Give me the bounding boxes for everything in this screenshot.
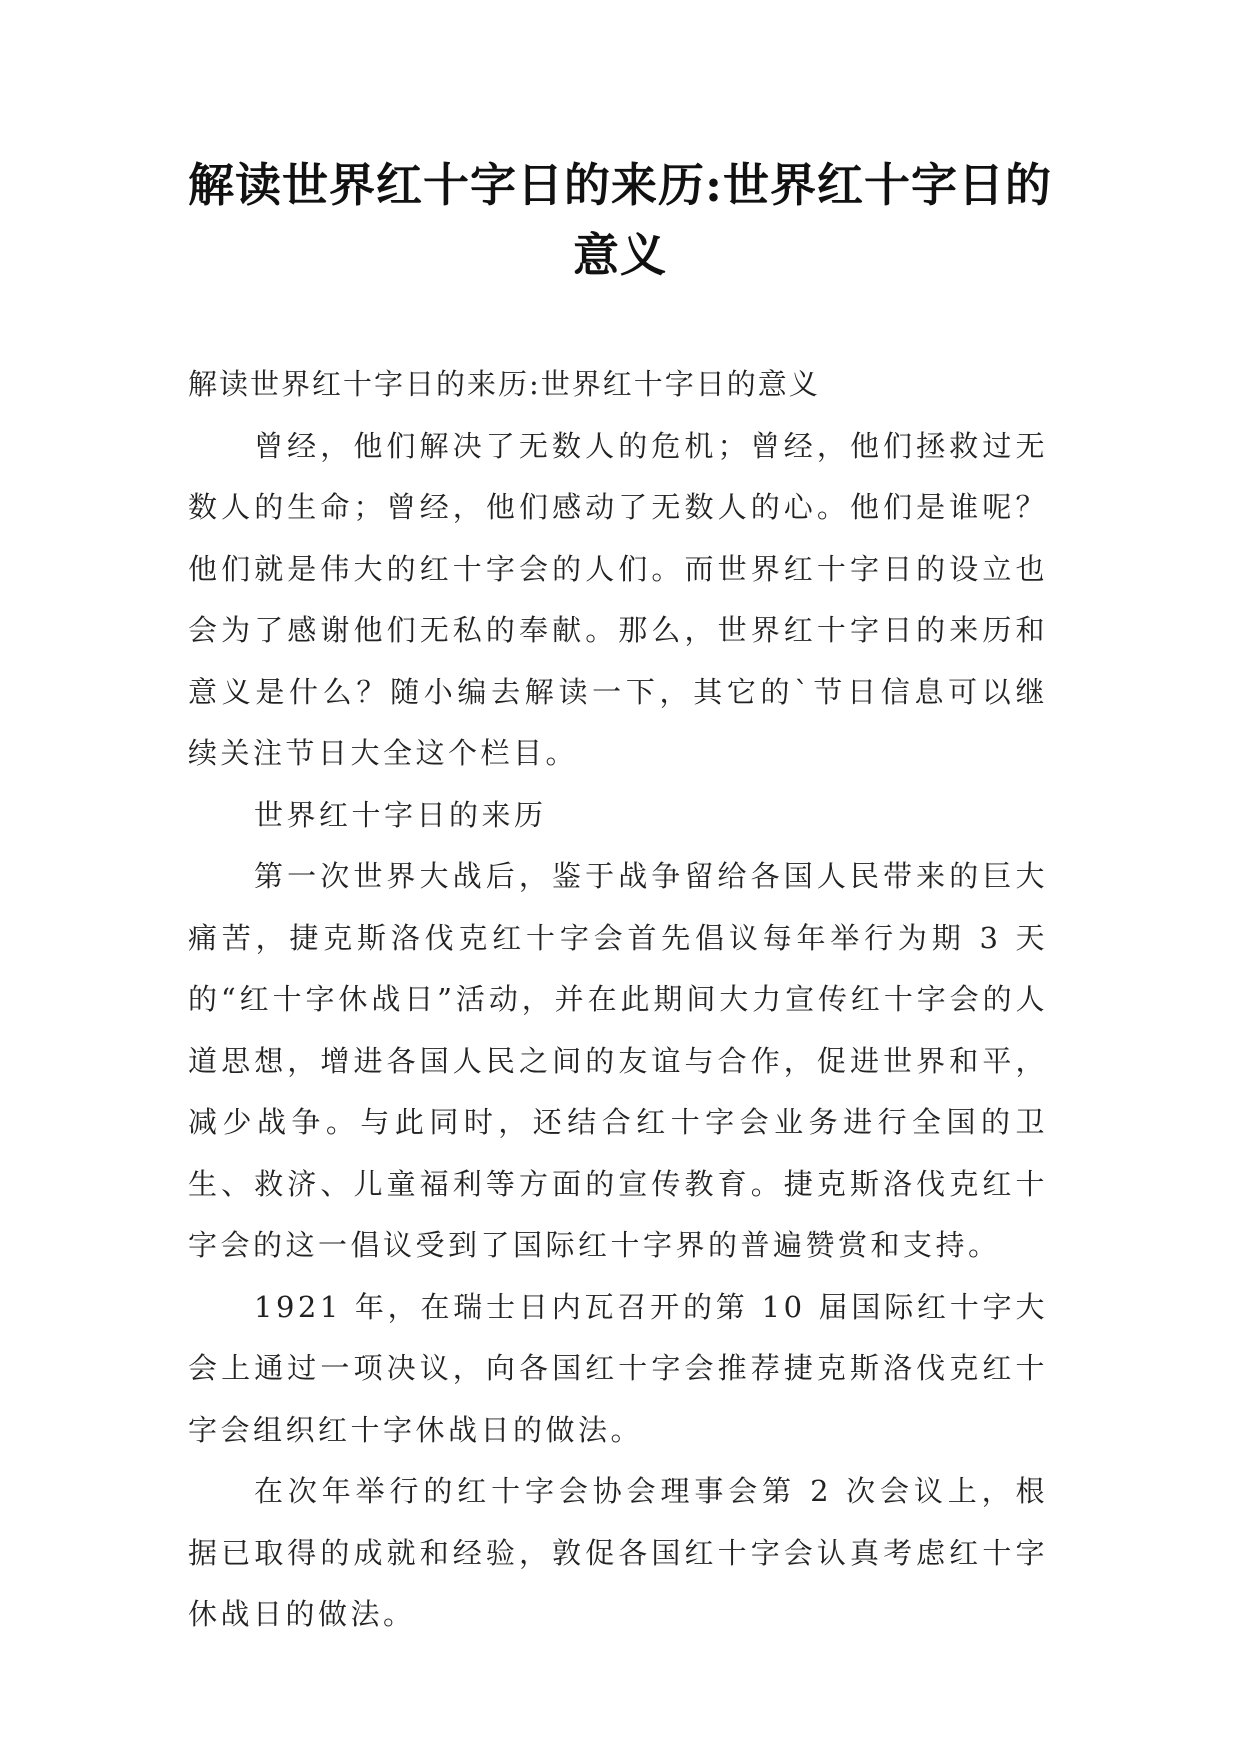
paragraph-1921: 1921 年，在瑞士日内瓦召开的第 10 届国际红十字大会上通过一项决议，向各国红十字会推荐捷克斯洛伐克红十字会组织红十字休战日的做法。 — [188, 1289, 1048, 1447]
document-title — [180, 150, 1060, 290]
title-line-2: 意义 — [573, 228, 667, 282]
paragraph-next-year: 在次年举行的红十字会协会理事会第 2 次会议上，根据已取得的成就和经验，敦促各国红十字会认真考虑红十字休战日的做法。 — [188, 1474, 1048, 1631]
paragraph-subtitle: 解读世界红十字日的来历:世界红十字日的意义 — [188, 367, 820, 401]
paragraph-intro: 曾经，他们解决了无数人的危机；曾经，他们拯救过无数人的生命；曾经，他们感动了无数人的心。他们是谁呢？他们就是伟大的红十字会的人们。而世界红十字日的设立也会为了感谢他们无私的奉献。那么，世界红十字日的来历和意义是什么？随小编去解读一下，其它的`节日信息可以继续关注节日大全这个栏目。 — [188, 428, 1048, 770]
paragraph-ww1: 第一次世界大战后，鉴于战争留给各国人民带来的巨大痛苦，捷克斯洛伐克红十字会首先倡议每年举行为期 3 天的“红十字休战日”活动，并在此期间大力宣传红十字会的人道思想，增进各国人民之间的友谊与合作，促进世界和平，减少战争。与此同时，还结合红十字会业务进行全国的卫生、救济、儿童福利等方面的宣传教育。捷克斯洛伐克红十字会的这一倡议受到了国际红十字界的普遍赞赏和支持。 — [188, 859, 1048, 1262]
section-heading-origin: 世界红十字日的来历 — [254, 797, 547, 832]
title-line-1: 解读世界红十字日的来历:世界红十字日的 — [188, 158, 1052, 212]
document-body — [188, 354, 1048, 1646]
